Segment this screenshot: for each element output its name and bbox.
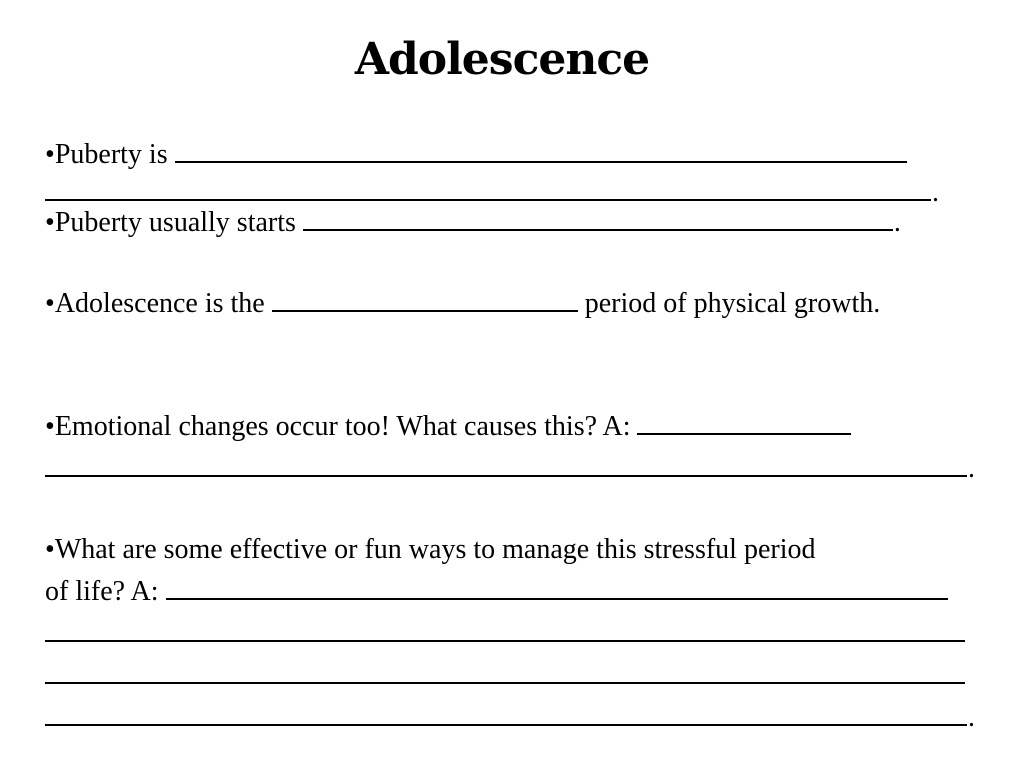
answer-blank[interactable]: [45, 620, 965, 642]
question-text-line1: What are some effective or fun ways to manage this stressful period: [54, 534, 816, 565]
answer-line-continuation: [45, 176, 939, 210]
question-emotional-changes: [45, 410, 851, 444]
answer-line-continuation: [45, 452, 975, 486]
period: .: [932, 177, 939, 208]
bullet: •: [45, 411, 55, 442]
question-suffix: period of physical growth.: [584, 288, 881, 319]
question-manage-stress: [45, 533, 816, 567]
page-title: Adolescence: [354, 34, 650, 85]
answer-blank[interactable]: [45, 455, 967, 477]
answer-blank[interactable]: [175, 141, 907, 163]
question-prefix: Adolescence is the: [54, 288, 265, 319]
bullet: •: [45, 534, 55, 565]
question-text: Puberty is: [54, 139, 168, 170]
answer-line-continuation: [45, 659, 965, 693]
answer-line-continuation: [45, 617, 965, 651]
answer-blank[interactable]: [45, 662, 965, 684]
question-text-line2: of life? A:: [45, 576, 159, 607]
answer-blank[interactable]: [166, 578, 948, 600]
answer-blank[interactable]: [637, 413, 851, 435]
question-manage-stress-line2: [45, 575, 948, 609]
question-puberty-definition: [45, 138, 907, 172]
answer-blank[interactable]: [45, 704, 967, 726]
question-puberty-start: [45, 206, 901, 240]
period: .: [968, 453, 975, 484]
answer-blank[interactable]: [272, 290, 578, 312]
answer-blank[interactable]: [303, 209, 893, 231]
bullet: •: [45, 207, 55, 238]
period: .: [968, 702, 975, 733]
answer-blank[interactable]: [45, 179, 931, 201]
bullet: •: [45, 139, 55, 170]
question-text: Puberty usually starts: [54, 207, 296, 238]
question-adolescence-period: [45, 287, 880, 321]
period: .: [893, 207, 901, 238]
question-text: Emotional changes occur too! What causes this? A:: [54, 411, 631, 442]
bullet: •: [45, 288, 55, 319]
answer-line-continuation: [45, 701, 975, 735]
